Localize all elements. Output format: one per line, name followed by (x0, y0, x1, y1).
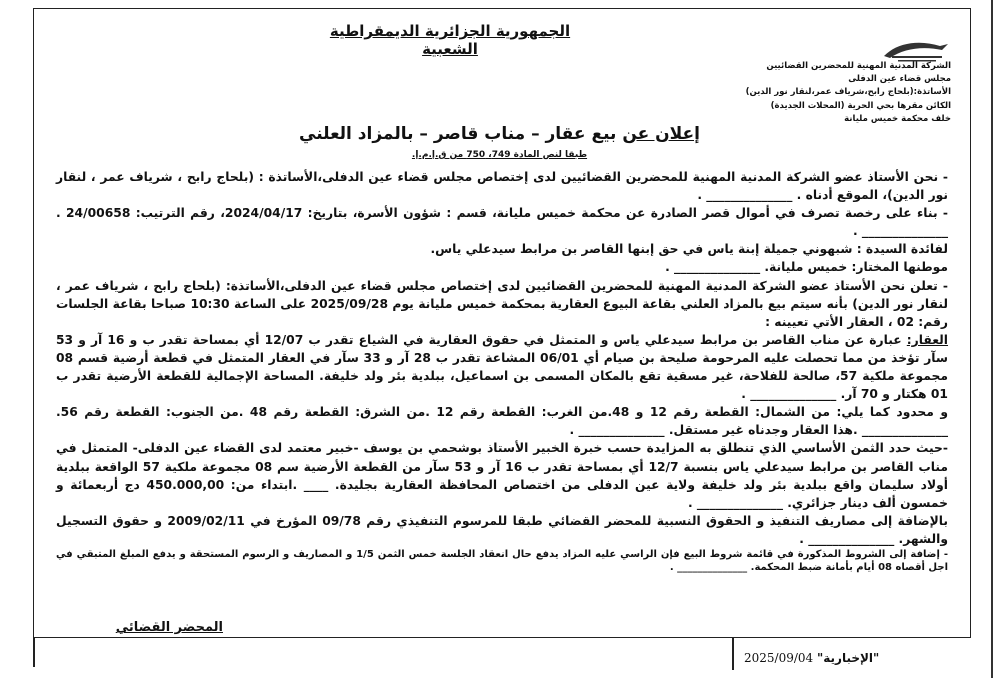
frame-stub (33, 637, 35, 667)
paragraph-payment-terms: - إضافة إلى الشروط المذكورة في قائمة شروط البيع فإن الراسي عليه المزاد يدفع حال انعقاد الجلسة خمس الثمن 1/5 و المصاريف و الرسوم المستحقة و يدفع المبلغ المتبقي في اجل أقصاه 08 أيام بأمانة ضبط المحكمة. ______________ . (56, 548, 948, 573)
publication-date: 2025/09/04 (744, 651, 814, 665)
notice-title (0, 124, 999, 144)
notice-body (56, 168, 948, 574)
paragraph-boundaries: و محدود كما يلي: من الشمال: القطعة رقم 12 و 48.من الغرب: القطعة رقم 12 .من الشرق: القطعة رقم 48 .من الجنوب: القطعة رقم 56. ______________ .هذا العقار وجدناه غير مستقل. ______________ . (56, 405, 949, 438)
paragraph-domicile: موطنها المختار: خميس مليانة. ______________ . (665, 260, 948, 275)
column-rule (991, 0, 993, 678)
title-part-2: بيع عقار – مناب قاصر – بالمزاد العلني (299, 124, 617, 144)
republic-heading: الجمهورية الجزائرية الديمقراطية الشعبية (329, 22, 571, 58)
office-line: مجلس قضاء عين الدفلى (848, 74, 951, 85)
property-description: عبارة عن مناب القاصر بن مرابط سيدعلي ياس و المتمثل في حقوق العقارية في الشياع تقدر ب 12/07 أي بمساحة تقدر ب و 16 آر و 53 سآر تؤخذ من مما تحصلت عليه المرحومة صليحة بن صيام أي 06/01 المشاعة تقدر ب 28 آر و 33 سآر في العقار المتمثل في قطعة أرضية قسم 08 مجموعة ملكية 57، صالحة للفلاحة، غير مسقية تقع بالمكان المسمى بن اسماعيل، ببلدية بئر ولد خليفة. المساحة الإجمالية للقطعة الأرضية تقدر ب 01 هكتار و 70 آر. ______________ . (56, 332, 948, 402)
footer-divider (732, 638, 734, 670)
publication-footer (744, 651, 879, 665)
paragraph-sale-announcement: - تعلن نحن الأستاذ عضو الشركة المدنية المهنية للمحضرين القضائيين لدى إختصاص مجلس قضاء عين الدفلى،الأساتذة: (بلحاج رابح ، شرياف عمر ، لنقار نور الدين) بأنه سيتم بيع بالمزاد العلني بقاعة البيوع العقارية بمحكمة خميس مليانة يوم 2025/09/28 على الساعة 10:30 صباحا بقاعة الجلسات رقم: 02 ، العقار الأتي تعيينه : (56, 278, 948, 329)
bailiff-signature-label: المحضر القضائي (115, 620, 223, 635)
paragraph-fees: بالإضافة إلى مصاريف التنفيذ و الحقوق النسبية للمحضر القضائي طبقا للمرسوم التنفيذي رقم 09/78 المؤرخ في 2009/02/11 و حقوق التسجيل والشهر. ______________ . (56, 513, 948, 546)
paragraph-property (56, 331, 948, 403)
title-part-1: إعلان عن (622, 124, 700, 144)
office-line: الكائن مقرها بحي الحرية (المحلات الجديدة) (770, 100, 951, 111)
office-line: الشركة المدنية المهنية للمحضرين القضائيين (766, 61, 951, 71)
office-address (651, 60, 951, 126)
paragraph-bailiff: - نحن الأستاذ عضو الشركة المدنية المهنية للمحضرين القضائيين لدى إختصاص مجلس قضاء عين الدفلى،الأساتذة : (بلحاج رابح ، شرياف عمر ، لنقار نور الدين)، الموقع أدناه . ______________ . (56, 170, 948, 203)
office-line: الأساتذة:(بلحاج رابح،شرياف عمر،لنقار نور الدين) (745, 87, 951, 98)
publication-name: "الإخبارية" (817, 651, 880, 665)
paragraph-price: -حيث حدد الثمن الأساسي الذي تنطلق به المزايدة حسب خبرة الخبير الأستاذ بوشحمي بن يوسف -خبير معتمد لدى القضاء عين الدفلى- المتمثل في مناب القاصر بن مرابط سيدعلي ياس بنسبة 12/7 أي بمساحة تقدر ب 16 آر و 53 سآر من القطعة الأرضية سم 08 مجموعة ملكية 57 الواقعة ببلدية أولاد سليمان واقع ببلدية بئر ولد خليفة ولاية عين الدفلى من اختصاص المحافظة العقارية بجليدة. ____ .ابتداء من: 450.000,00 دج أربعمائة و خمسون ألف دينار جزائري. ______________ . (56, 441, 948, 510)
paragraph-beneficiary: لفائدة السيدة : شبهوني جميلة إبنة ياس في حق إبنها القاصر بن مرابط سيدعلي ياس. (430, 242, 948, 257)
property-label: العقار: (906, 332, 949, 347)
notice-subtitle: طبقا لنص المادة 749، 750 من ق.إ.م.إ. (411, 150, 588, 160)
paragraph-authorization: - بناء على رخصة تصرف في أموال قصر الصادرة عن محكمة خميس مليانة، قسم : شؤون الأسرة، بتاريخ: 2024/04/17، رقم الترتيب: 24/00658 . ______________ . (56, 206, 948, 239)
office-line: خلف محكمة خميس مليانة (844, 113, 951, 124)
